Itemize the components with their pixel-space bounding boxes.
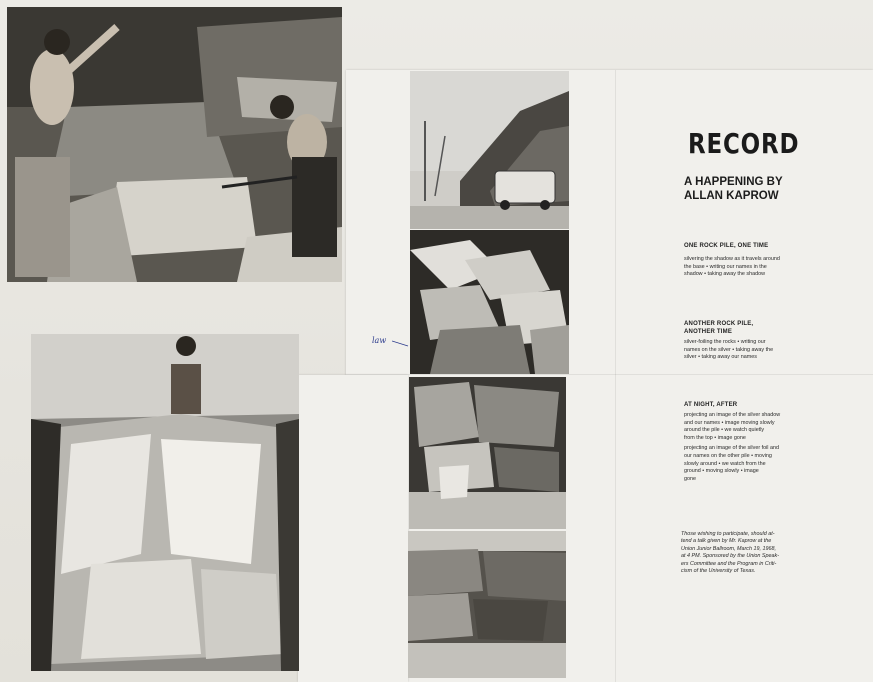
section-3-line: ground • moving slowly • image [684, 468, 759, 475]
poster-subtitle [684, 175, 824, 203]
handwritten-note: law [372, 336, 387, 345]
section-2-line: names on the silver • taking away the [684, 346, 774, 353]
section-2-text [684, 339, 773, 362]
photo-foiled-rocks-night [409, 377, 566, 529]
section-3-heading: AT NIGHT, AFTER [684, 402, 738, 408]
section-3-line: projecting an image of the silver shadow [684, 412, 781, 418]
section-3-line: slowly around • we watch from the [684, 460, 766, 467]
section-3-line: our names on the other pile • moving [684, 452, 772, 459]
photo-quarry-workers [7, 7, 342, 282]
photo-foil-covered-rocks [31, 334, 299, 671]
note-line: Union Junior Ballroom, March 19, 1968, [681, 545, 776, 552]
section-2-heading-line-1: ANOTHER ROCK PILE, [684, 321, 754, 327]
section-1-line: silvering the shadow as it travels around [684, 256, 780, 262]
section-2-heading [684, 320, 753, 336]
note-line: cism of the University of Texas. [681, 568, 756, 575]
section-3-line: and our names • image moving slowly [684, 419, 775, 426]
photo-rock-wall [408, 531, 566, 678]
lower-sheet [298, 375, 408, 682]
section-3-text [684, 412, 780, 483]
section-3-line: gone [684, 475, 696, 482]
poster-title: RECORD [688, 127, 800, 160]
section-1-heading: ONE ROCK PILE, ONE TIME [684, 243, 769, 249]
handwritten-pen-stroke [392, 340, 410, 348]
section-3-line: projecting an image of the silver foil and [684, 445, 779, 452]
section-2-line: silver-foiling the rocks • writing our [684, 339, 766, 345]
participation-note [681, 531, 791, 575]
note-line: Those wishing to participate, should at- [681, 531, 775, 537]
subtitle-line-2: ALLAN KAPROW [684, 190, 779, 202]
subtitle-line-1: A HAPPENING BY [684, 176, 783, 188]
section-1-line: the base • writing our names in the [684, 263, 767, 270]
photo-quarry-truck [410, 71, 569, 229]
note-line: tend a talk given by Mr. Kaprow at the [681, 538, 772, 545]
poster-fold-line [346, 374, 873, 375]
section-3-line: around the pile • we watch quietly [684, 427, 765, 434]
section-2-line: silver • taking away our names [684, 354, 757, 361]
poster-fold-line [615, 70, 616, 682]
section-1-line: shadow • taking away the shadow [684, 271, 765, 278]
section-2-heading-line-2: ANOTHER TIME [684, 329, 733, 335]
section-1-text [684, 256, 780, 279]
photo-rock-pile [410, 230, 569, 374]
note-line: at 4 PM. Sponsored by the Union Speak- [681, 553, 779, 560]
section-3-line: from the top • image gone [684, 434, 746, 441]
note-line: ers Committee and the Program in Criti- [681, 560, 777, 567]
